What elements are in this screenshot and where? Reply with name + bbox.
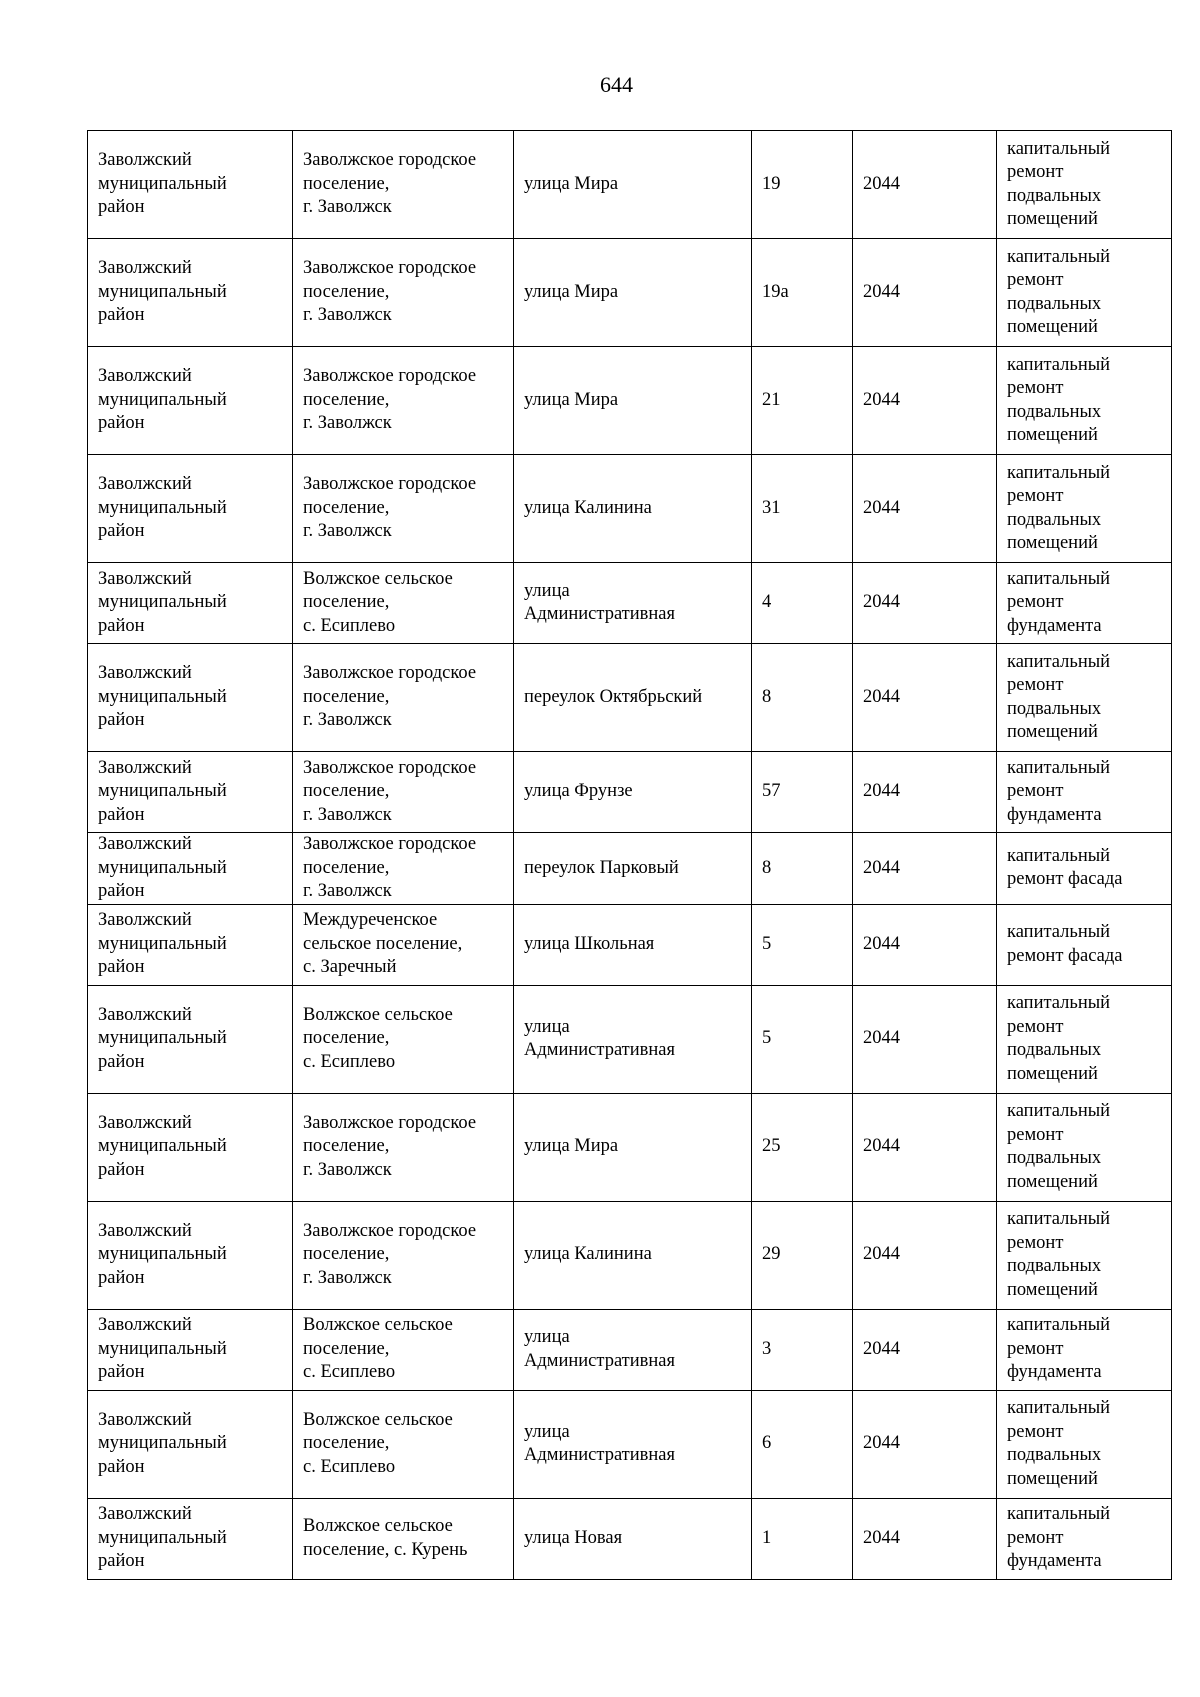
year-cell: 2044 (853, 1309, 997, 1390)
house-number-cell: 8 (752, 833, 853, 905)
year-cell: 2044 (853, 347, 997, 455)
work-type-cell: капитальный ремонт подвальных помещений (997, 239, 1172, 347)
street-cell: улица Мира (514, 1093, 752, 1201)
work-type-cell: капитальный ремонт подвальных помещений (997, 347, 1172, 455)
table-row (88, 1498, 1172, 1579)
page-number: 644 (600, 72, 633, 97)
district-cell: Заволжский муниципальный район (88, 1093, 293, 1201)
year-cell: 2044 (853, 904, 997, 985)
street-cell: улица Калинина (514, 455, 752, 563)
work-type-cell: капитальный ремонт фундамента (997, 563, 1172, 644)
table-row (88, 752, 1172, 833)
year-cell: 2044 (853, 1390, 997, 1498)
house-number-cell: 29 (752, 1201, 853, 1309)
table-row (88, 1093, 1172, 1201)
table-row (88, 1309, 1172, 1390)
district-cell: Заволжский муниципальный район (88, 1309, 293, 1390)
house-number-cell: 5 (752, 904, 853, 985)
house-number-cell: 3 (752, 1309, 853, 1390)
table-body (88, 131, 1172, 1580)
street-cell: улица Калинина (514, 1201, 752, 1309)
settlement-cell: Заволжское городское поселение, г. Заволжск (293, 644, 514, 752)
street-cell: улица Административная (514, 1309, 752, 1390)
work-type-cell: капитальный ремонт подвальных помещений (997, 985, 1172, 1093)
house-number-cell: 5 (752, 985, 853, 1093)
street-cell: переулок Парковый (514, 833, 752, 905)
house-number-cell: 19 (752, 131, 853, 239)
street-cell: улица Административная (514, 985, 752, 1093)
year-cell: 2044 (853, 985, 997, 1093)
settlement-cell: Волжское сельское поселение, с. Есиплево (293, 1309, 514, 1390)
house-number-cell: 25 (752, 1093, 853, 1201)
street-cell: переулок Октябрьский (514, 644, 752, 752)
house-number-cell: 6 (752, 1390, 853, 1498)
table-row (88, 1390, 1172, 1498)
house-number-cell: 31 (752, 455, 853, 563)
work-type-cell: капитальный ремонт подвальных помещений (997, 1093, 1172, 1201)
street-cell: улица Школьная (514, 904, 752, 985)
year-cell: 2044 (853, 644, 997, 752)
house-number-cell: 4 (752, 563, 853, 644)
year-cell: 2044 (853, 131, 997, 239)
repair-registry-table (87, 130, 1172, 1580)
work-type-cell: капитальный ремонт подвальных помещений (997, 644, 1172, 752)
table-row (88, 131, 1172, 239)
settlement-cell: Заволжское городское поселение, г. Заволжск (293, 1093, 514, 1201)
settlement-cell: Волжское сельское поселение, с. Есиплево (293, 563, 514, 644)
year-cell: 2044 (853, 455, 997, 563)
street-cell: улица Мира (514, 239, 752, 347)
settlement-cell: Заволжское городское поселение, г. Заволжск (293, 239, 514, 347)
district-cell: Заволжский муниципальный район (88, 239, 293, 347)
work-type-cell: капитальный ремонт фасада (997, 833, 1172, 905)
street-cell: улица Административная (514, 563, 752, 644)
work-type-cell: капитальный ремонт подвальных помещений (997, 1390, 1172, 1498)
house-number-cell: 21 (752, 347, 853, 455)
work-type-cell: капитальный ремонт подвальных помещений (997, 455, 1172, 563)
house-number-cell: 19а (752, 239, 853, 347)
district-cell: Заволжский муниципальный район (88, 563, 293, 644)
settlement-cell: Заволжское городское поселение, г. Заволжск (293, 833, 514, 905)
district-cell: Заволжский муниципальный район (88, 1498, 293, 1579)
year-cell: 2044 (853, 752, 997, 833)
table-row (88, 563, 1172, 644)
work-type-cell: капитальный ремонт подвальных помещений (997, 131, 1172, 239)
district-cell: Заволжский муниципальный район (88, 644, 293, 752)
work-type-cell: капитальный ремонт подвальных помещений (997, 1201, 1172, 1309)
year-cell: 2044 (853, 563, 997, 644)
settlement-cell: Заволжское городское поселение, г. Заволжск (293, 131, 514, 239)
year-cell: 2044 (853, 833, 997, 905)
district-cell: Заволжский муниципальный район (88, 833, 293, 905)
district-cell: Заволжский муниципальный район (88, 455, 293, 563)
house-number-cell: 1 (752, 1498, 853, 1579)
work-type-cell: капитальный ремонт фундамента (997, 752, 1172, 833)
work-type-cell: капитальный ремонт фасада (997, 904, 1172, 985)
street-cell: улица Мира (514, 131, 752, 239)
table-row (88, 347, 1172, 455)
district-cell: Заволжский муниципальный район (88, 904, 293, 985)
district-cell: Заволжский муниципальный район (88, 752, 293, 833)
settlement-cell: Заволжское городское поселение, г. Заволжск (293, 347, 514, 455)
work-type-cell: капитальный ремонт фундамента (997, 1498, 1172, 1579)
settlement-cell: Волжское сельское поселение, с. Есиплево (293, 985, 514, 1093)
house-number-cell: 57 (752, 752, 853, 833)
year-cell: 2044 (853, 1201, 997, 1309)
year-cell: 2044 (853, 1498, 997, 1579)
table-row (88, 455, 1172, 563)
table-row (88, 833, 1172, 905)
table-row (88, 904, 1172, 985)
district-cell: Заволжский муниципальный район (88, 985, 293, 1093)
settlement-cell: Междуреченское сельское поселение, с. Заречный (293, 904, 514, 985)
settlement-cell: Заволжское городское поселение, г. Заволжск (293, 455, 514, 563)
district-cell: Заволжский муниципальный район (88, 347, 293, 455)
table-row (88, 985, 1172, 1093)
house-number-cell: 8 (752, 644, 853, 752)
settlement-cell: Волжское сельское поселение, с. Курень (293, 1498, 514, 1579)
street-cell: улица Мира (514, 347, 752, 455)
settlement-cell: Заволжское городское поселение, г. Заволжск (293, 752, 514, 833)
street-cell: улица Административная (514, 1390, 752, 1498)
street-cell: улица Фрунзе (514, 752, 752, 833)
table-row (88, 644, 1172, 752)
district-cell: Заволжский муниципальный район (88, 1201, 293, 1309)
district-cell: Заволжский муниципальный район (88, 1390, 293, 1498)
year-cell: 2044 (853, 1093, 997, 1201)
table-row (88, 239, 1172, 347)
table-row (88, 1201, 1172, 1309)
year-cell: 2044 (853, 239, 997, 347)
work-type-cell: капитальный ремонт фундамента (997, 1309, 1172, 1390)
settlement-cell: Заволжское городское поселение, г. Заволжск (293, 1201, 514, 1309)
street-cell: улица Новая (514, 1498, 752, 1579)
settlement-cell: Волжское сельское поселение, с. Есиплево (293, 1390, 514, 1498)
district-cell: Заволжский муниципальный район (88, 131, 293, 239)
